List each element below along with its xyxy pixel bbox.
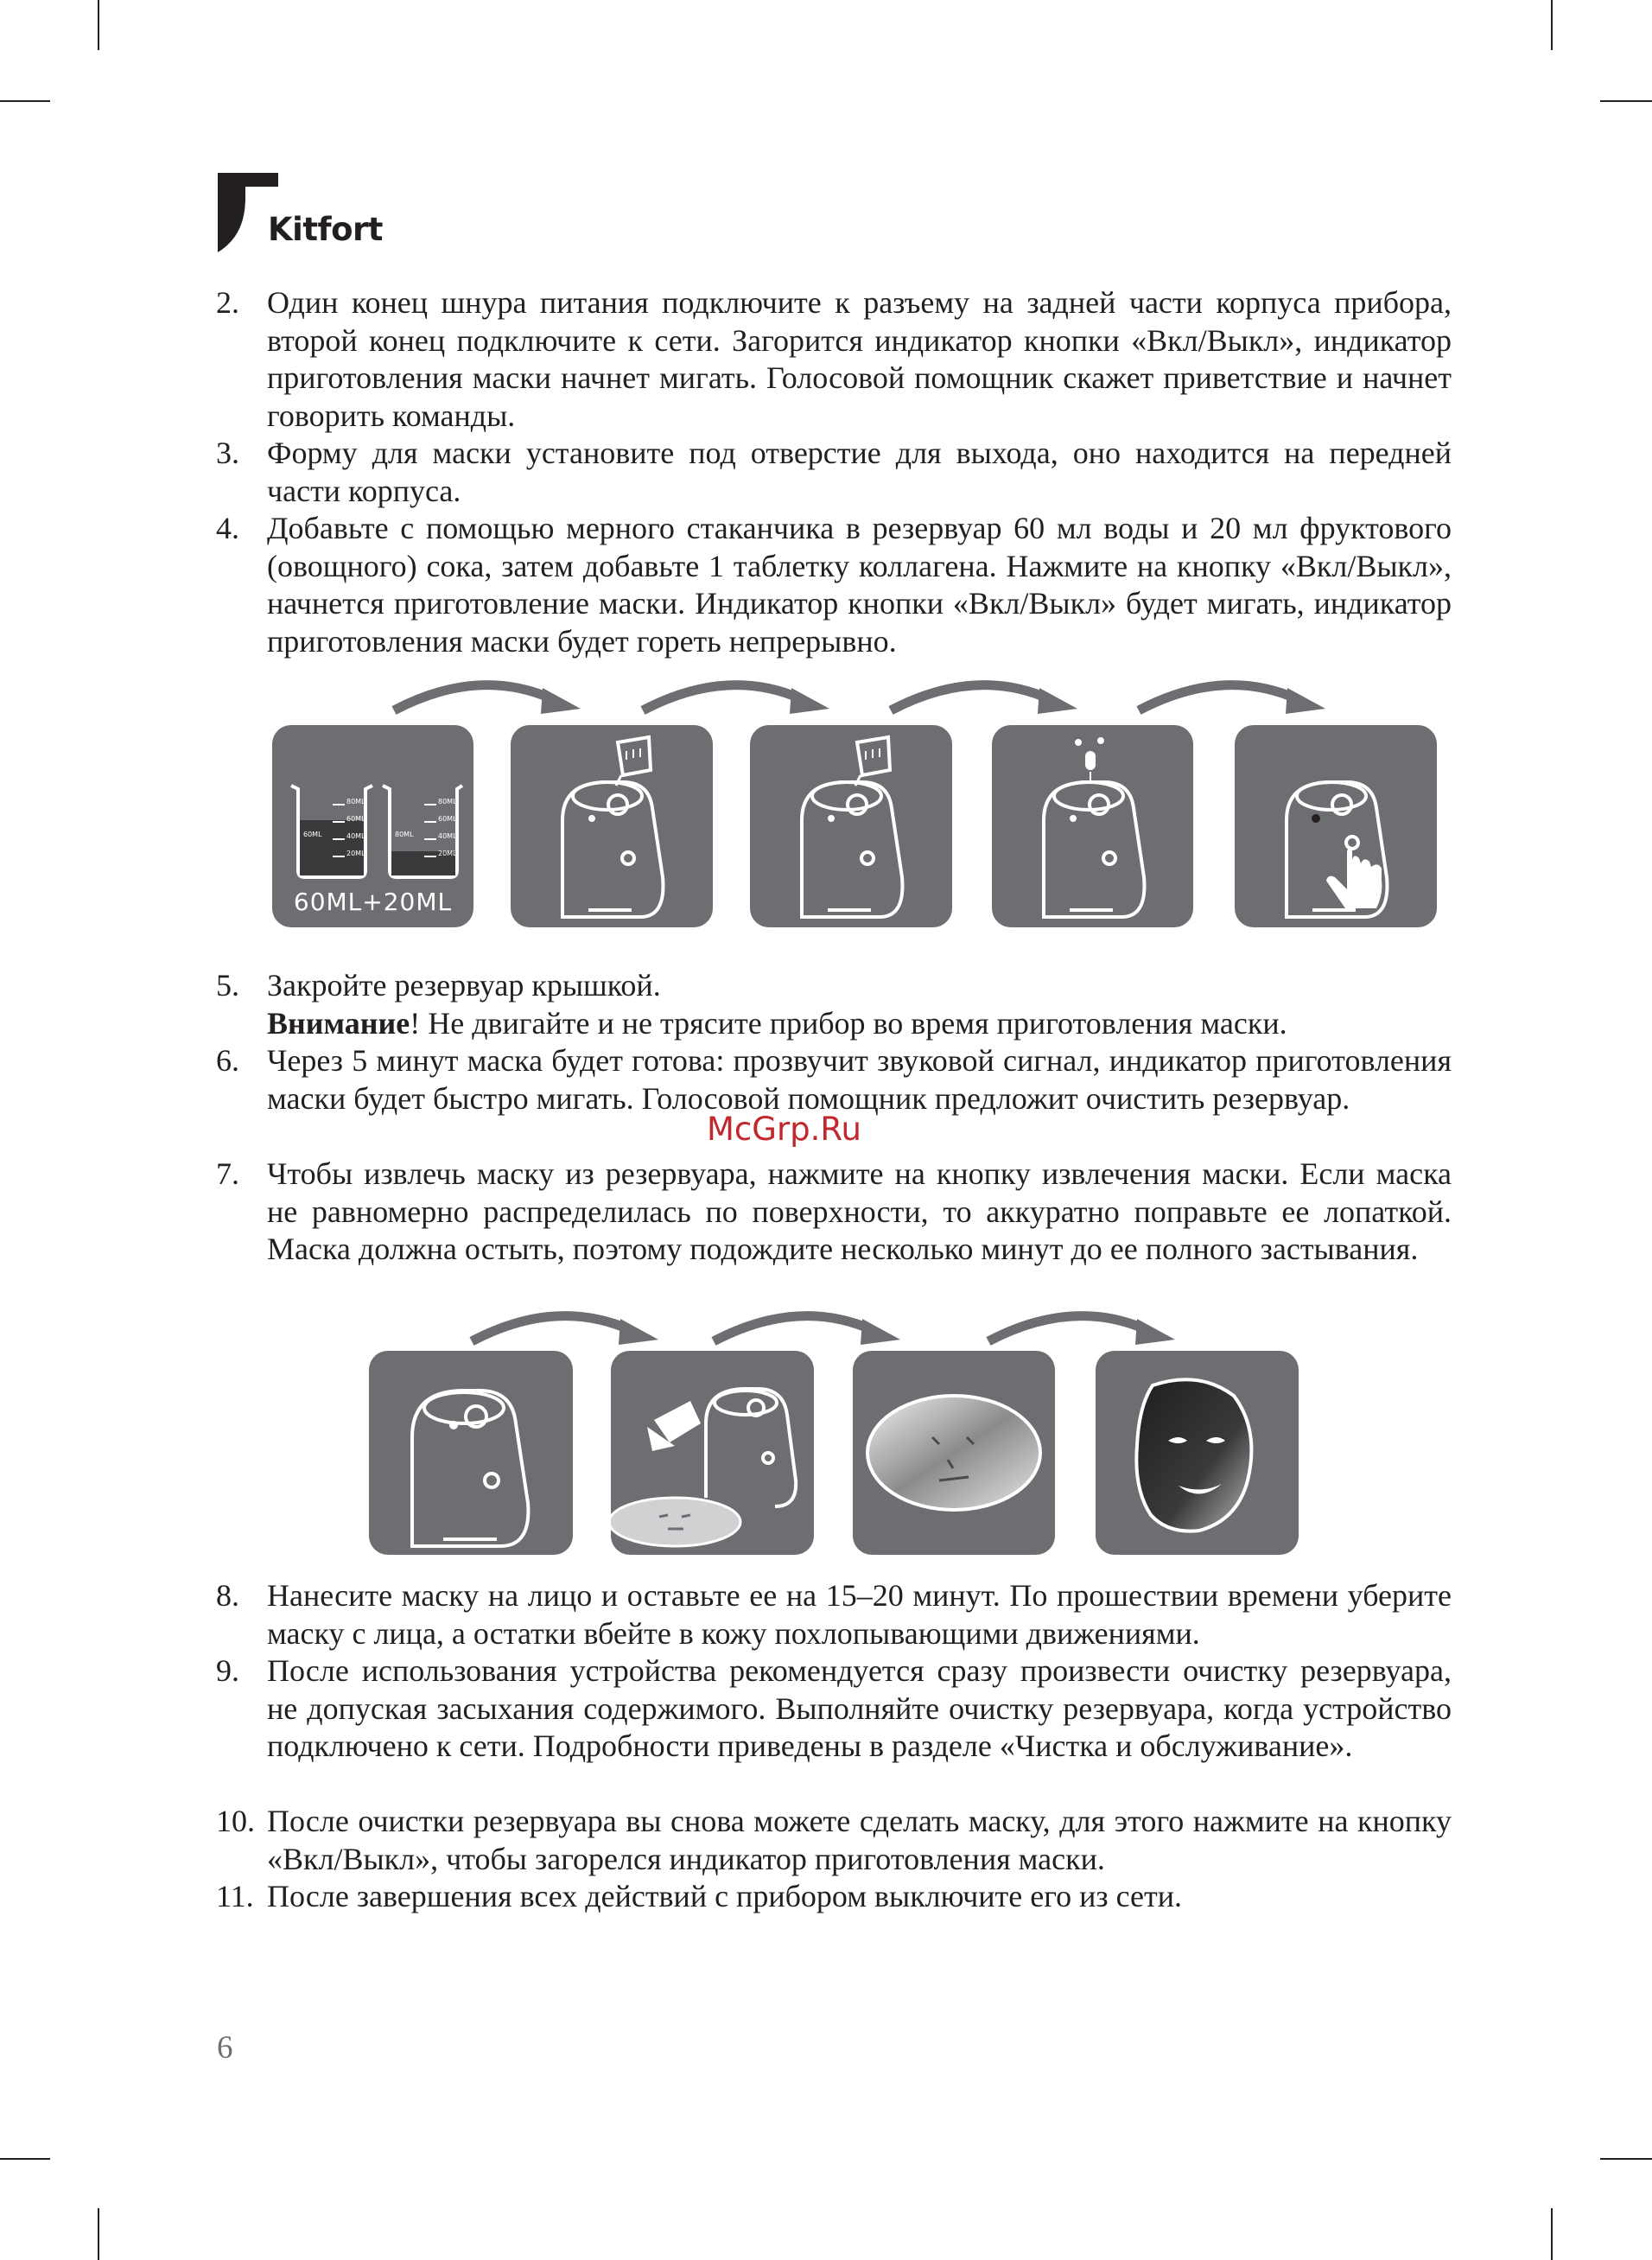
brand-logo — [218, 173, 391, 259]
item-text — [267, 967, 1452, 1042]
item-number: 6. — [216, 1043, 239, 1078]
list-item — [216, 1577, 1452, 1652]
list-item — [216, 1155, 1452, 1269]
item-number: 3. — [216, 436, 239, 470]
warning-text: ! Не двигайте и не трясите прибор во время приготовления маски. — [410, 1005, 1287, 1041]
step-arrow-icon — [638, 665, 836, 717]
item-number: 4. — [216, 511, 239, 545]
cup-mark: 40ML — [346, 832, 365, 840]
list-item — [216, 1652, 1452, 1766]
cup-mark: 20ML — [346, 850, 365, 857]
device-icon — [369, 1351, 573, 1555]
panel-measuring-cups — [272, 725, 473, 927]
item-text: Добавьте с помощью мерного стаканчика в резервуар 60 мл воды и 20 мл фруктового (овощного) сока, затем добавьте 1 таблетку коллагена. Нажмите на кнопку «Вкл/Выкл», начнется приготовление маски. Индикатор кнопки «Вкл/Выкл» будет мигать, индикатор приготовления маски будет гореть непрерывно. — [267, 511, 1452, 659]
cup-mark: 60ML — [303, 831, 322, 838]
item-number: 9. — [216, 1653, 239, 1688]
step-arrow-icon — [983, 1296, 1182, 1348]
panel-extract-mask — [611, 1351, 814, 1555]
list-item — [216, 435, 1452, 510]
list-item — [216, 1878, 1452, 1916]
list-item — [216, 284, 1452, 435]
cup-mark: 40ML — [438, 832, 457, 840]
cup-mark: 60ML — [346, 815, 365, 823]
list-item — [216, 510, 1452, 660]
item-text: Нанесите маску на лицо и оставьте ее на 15–20 минут. По прошествии времени уберите маску с лица, а остатки вбейте в кожу похлопывающими движениями. — [267, 1578, 1452, 1651]
step-arrow-icon — [886, 665, 1084, 717]
mask-sheet-icon — [853, 1351, 1055, 1555]
page-number: 6 — [217, 2030, 233, 2066]
panel-press-button — [1235, 725, 1437, 927]
cup-mark: 80ML — [438, 798, 457, 805]
panel-add-juice — [750, 725, 952, 927]
item-text: Один конец шнура питания подключите к разъему на задней части корпуса прибора, второй конец подключите к сети. Загорится индикатор кнопки «Вкл/Выкл», индикатор приготовления маски начнет мигать. Голосовой помощник скажет приветствие и начнет говорить команды. — [267, 285, 1452, 433]
device-press-icon — [1235, 725, 1437, 927]
item-text: После использования устройства рекомендуется сразу произвести очистку резервуара, не допуская засыхания содержимого. Выполняйте очистку резервуара, когда устройство подключено к сети. Подробности приведены в разделе «Чистка и обслуживание». — [267, 1653, 1452, 1763]
cup-mark: 80ML — [395, 831, 414, 838]
step-arrow-icon — [1134, 665, 1332, 717]
item-number: 11. — [216, 1879, 254, 1913]
panel-add-water — [511, 725, 713, 927]
device-tablet-icon — [992, 725, 1193, 927]
step-arrow-icon — [389, 665, 588, 717]
crop-mark — [0, 100, 50, 102]
step-arrow-icon — [708, 1296, 907, 1348]
crop-mark — [98, 0, 99, 50]
item-number: 7. — [216, 1156, 239, 1191]
panel-mask-sheet — [853, 1351, 1055, 1555]
list-item — [216, 1042, 1452, 1117]
panel-add-tablet — [992, 725, 1193, 927]
item-text: После завершения всех действий с прибором выключите его из сети. — [267, 1879, 1182, 1913]
item-number: 5. — [216, 968, 239, 1003]
cup-mark: 20ML — [438, 850, 457, 857]
crop-mark — [1551, 2208, 1553, 2260]
item-number: 8. — [216, 1578, 239, 1613]
warning-label: Внимание — [267, 1005, 410, 1041]
extract-mask-icon — [611, 1351, 814, 1555]
item-text: Форму для маски установите под отверстие для выхода, оно находится на передней части корпуса. — [267, 436, 1452, 508]
cup-mark: 80ML — [346, 798, 365, 805]
item-text: Через 5 минут маска будет готова: прозвучит звуковой сигнал, индикатор приготовления маски будет быстро мигать. Голосовой помощник предложит очистить резервуар. — [267, 1043, 1452, 1116]
item-number: 10. — [216, 1804, 255, 1838]
panel-device-ready — [369, 1351, 573, 1555]
crop-mark — [1551, 0, 1553, 50]
list-item — [216, 967, 1452, 1042]
face-mask-icon — [1096, 1351, 1299, 1555]
device-pour-icon — [511, 725, 713, 927]
watermark: McGrp.Ru — [707, 1111, 861, 1148]
crop-mark — [1600, 2158, 1652, 2160]
step-text: Закройте резервуар крышкой. — [267, 968, 661, 1003]
brand-name: Kitfort — [268, 211, 383, 248]
item-text: После очистки резервуара вы снова можете сделать маску, для этого нажмите на кнопку «Вкл/Выкл», чтобы загорелся индикатор приготовления маски. — [267, 1804, 1452, 1876]
crop-mark — [98, 2208, 99, 2260]
crop-mark — [0, 2158, 50, 2160]
item-text: Чтобы извлечь маску из резервуара, нажмите на кнопку извлечения маски. Если маска не равномерно распределилась по поверхности, то аккуратно поправьте ее лопаткой. Маска должна остыть, поэтому подождите несколько минут до ее полного застывания. — [267, 1156, 1452, 1266]
warning-line — [267, 1005, 1452, 1043]
cups-caption: 60ML+20ML — [293, 888, 453, 916]
cup-mark: 60ML — [438, 815, 457, 823]
list-item — [216, 1803, 1452, 1878]
step-arrow-icon — [467, 1296, 665, 1348]
crop-mark — [1600, 100, 1652, 102]
item-number: 2. — [216, 285, 239, 320]
panel-mask-face — [1096, 1351, 1299, 1555]
device-pour-icon — [750, 725, 952, 927]
